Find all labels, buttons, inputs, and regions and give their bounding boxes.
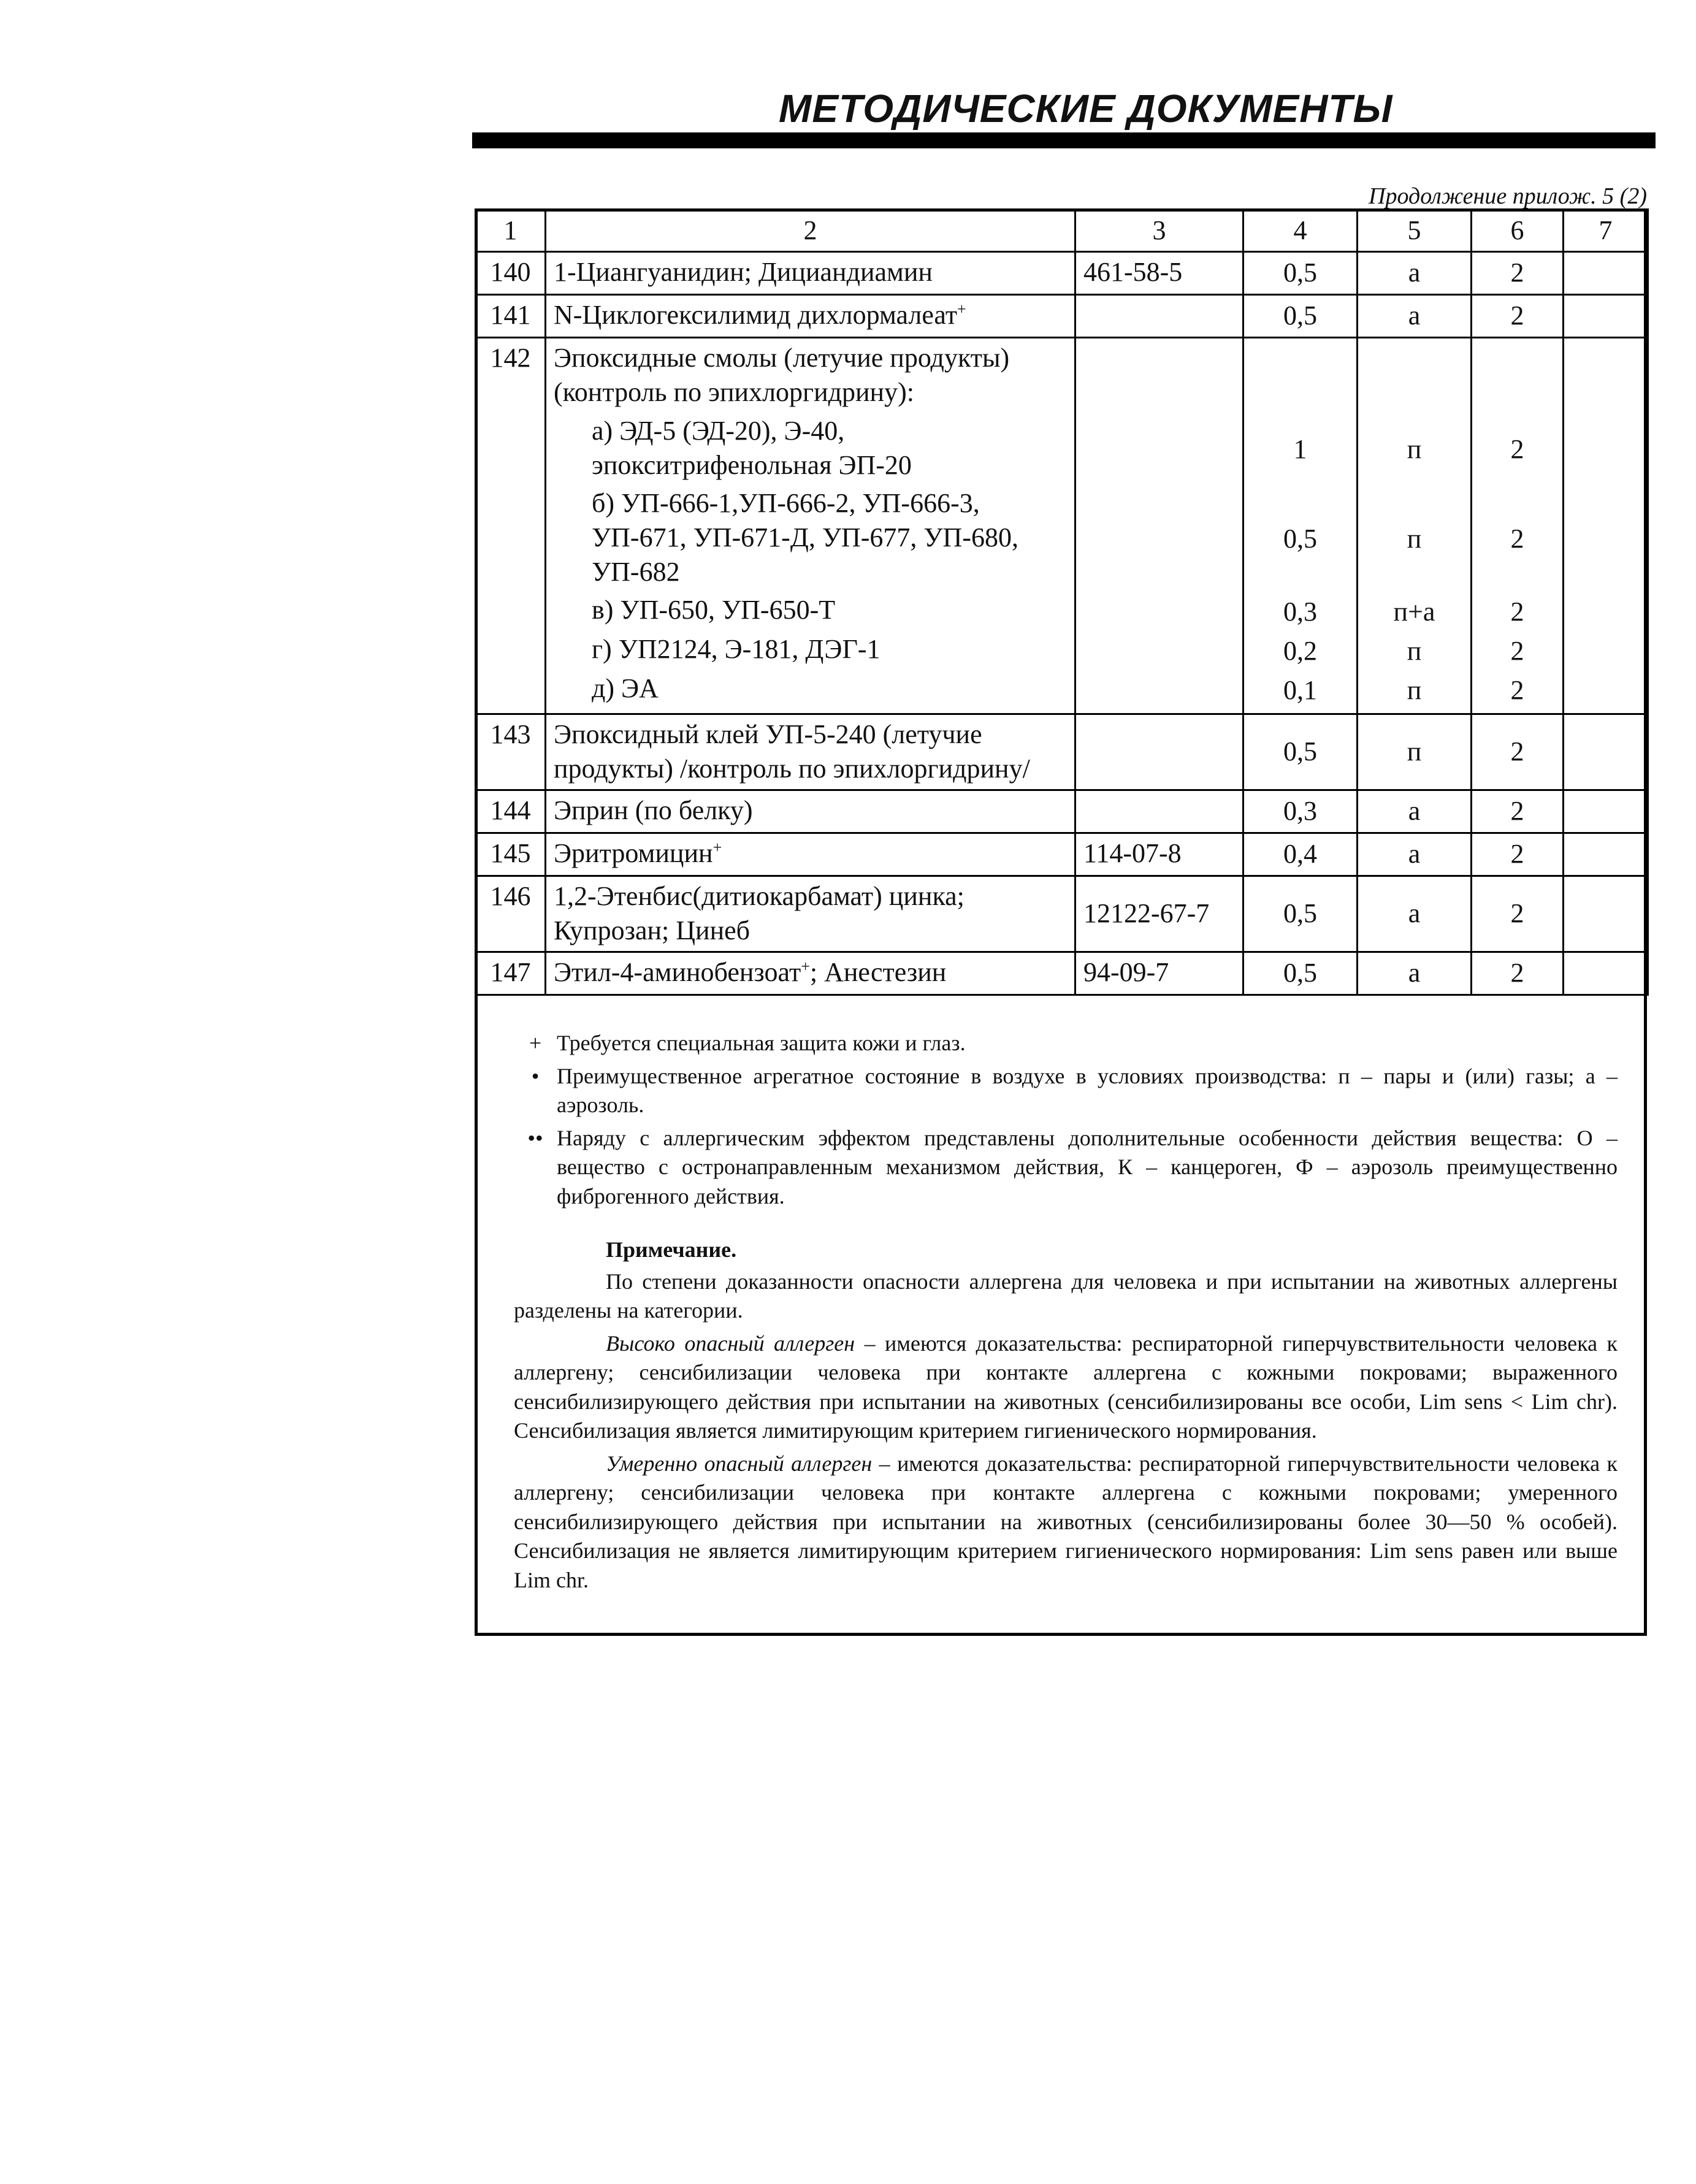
cas-number: 94-09-7 bbox=[1075, 952, 1243, 995]
footnote-text: Наряду с аллергическим эффектом представлены дополнительные особенности действия вещества: О – вещество с остронаправленным механизмом действия, К – канцероген, Ф – аэрозоль преимущественно фиброгенного действия. bbox=[557, 1125, 1618, 1208]
aggregate-state: а bbox=[1358, 952, 1472, 995]
note-heading: Примечание. bbox=[606, 1237, 737, 1262]
sub-item: б) УП-666-1,УП-666-2, УП-666-3, УП-671, УП-671-Д, УП-677, УП-680, УП-682 bbox=[592, 487, 1018, 587]
table-row bbox=[476, 952, 1648, 995]
extra-cell bbox=[1564, 338, 1648, 714]
extra-cell bbox=[1564, 295, 1648, 338]
substance-name bbox=[546, 833, 1075, 876]
aggregate-state: п bbox=[1407, 635, 1422, 666]
cas-number bbox=[1075, 714, 1243, 790]
hazard-class: 2 bbox=[1510, 635, 1524, 666]
pdk-value: 0,5 bbox=[1243, 252, 1358, 295]
header-rule bbox=[472, 132, 1656, 148]
substance-name-text: N-Циклогексилимид дихлормалеат bbox=[554, 300, 958, 330]
page-header-title: МЕТОДИЧЕСКИЕ ДОКУМЕНТЫ bbox=[779, 86, 1393, 131]
substance-name: 1-Циангуанидин; Дициандиамин bbox=[546, 252, 1075, 295]
footnote bbox=[514, 1062, 1618, 1120]
hazard-class: 2 bbox=[1472, 952, 1564, 995]
extra-cell bbox=[1564, 714, 1648, 790]
hazard-classes bbox=[1472, 338, 1564, 714]
pdk-value: 0,5 bbox=[1243, 952, 1358, 995]
row-number: 145 bbox=[476, 833, 546, 876]
hazard-class: 2 bbox=[1510, 433, 1524, 464]
hazard-class: 2 bbox=[1510, 523, 1524, 554]
column-header: 7 bbox=[1564, 210, 1648, 252]
aggregate-state: п bbox=[1358, 714, 1472, 790]
note-paragraph bbox=[514, 1449, 1618, 1595]
substance-name-text: Эритромицин bbox=[554, 838, 713, 868]
table-row bbox=[476, 252, 1648, 295]
substance-name: 1,2-Этенбис(дитиокарбамат) цинка; Купрозан; Цинеб bbox=[546, 876, 1075, 952]
allergen-table bbox=[475, 208, 1649, 996]
continuation-label: Продолжение прилож. 5 (2) bbox=[1369, 183, 1647, 209]
pdk-value: 0,5 bbox=[1243, 714, 1358, 790]
substance-name-text: Этил-4-аминобензоат bbox=[554, 956, 801, 987]
pdk-value: 0,5 bbox=[1283, 523, 1317, 554]
column-header: 1 bbox=[476, 210, 546, 252]
footnote-marker: + bbox=[529, 1031, 542, 1055]
category-description: – имеются доказательства: респираторной гиперчувствительности человека к аллергену; сенсибилизации человека при контакте аллергена с кожными покровами; умеренного сенсибилизирующего действия при испытании на животных (сенсибилизированы более 30—50 % особей). Сенсибилизация не является лимитирующим критерием гигиенического нормирования: Lim sens равен или выше Lim chr. bbox=[514, 1451, 1618, 1592]
pdk-value: 0,5 bbox=[1243, 876, 1358, 952]
extra-cell bbox=[1564, 952, 1648, 995]
pdk-value: 0,1 bbox=[1283, 674, 1317, 705]
substance-synonym: ; Анестезин bbox=[809, 956, 947, 987]
aggregate-state: п bbox=[1407, 674, 1422, 705]
row-number: 142 bbox=[476, 338, 546, 714]
table-row bbox=[476, 295, 1648, 338]
aggregate-state: а bbox=[1358, 790, 1472, 833]
notes-section bbox=[514, 1029, 1618, 1598]
hazard-class: 2 bbox=[1472, 876, 1564, 952]
aggregate-state: п+а bbox=[1393, 596, 1435, 627]
cas-number bbox=[1075, 295, 1243, 338]
pdk-value: 0,3 bbox=[1243, 790, 1358, 833]
cas-number: 461-58-5 bbox=[1075, 252, 1243, 295]
hazard-class: 2 bbox=[1510, 596, 1524, 627]
pdk-value: 0,4 bbox=[1243, 833, 1358, 876]
table-header-row bbox=[476, 210, 1648, 252]
footnote-text: Требуется специальная защита кожи и глаз. bbox=[557, 1031, 966, 1055]
column-header: 5 bbox=[1358, 210, 1472, 252]
substance-name bbox=[546, 338, 1075, 714]
cas-number: 12122-67-7 bbox=[1075, 876, 1243, 952]
substance-group-title: Эпоксидные смолы (летучие продукты) (контроль по эпихлоргидрину): bbox=[554, 343, 1010, 408]
pdk-value: 0,2 bbox=[1283, 635, 1317, 666]
footnote-mark: + bbox=[957, 300, 966, 318]
footnote-mark: + bbox=[801, 956, 810, 975]
pdk-values bbox=[1243, 338, 1358, 714]
category-term: Умеренно опасный аллерген bbox=[606, 1451, 873, 1476]
row-number: 147 bbox=[476, 952, 546, 995]
hazard-class: 2 bbox=[1472, 295, 1564, 338]
row-number: 140 bbox=[476, 252, 546, 295]
aggregate-state: п bbox=[1407, 433, 1422, 464]
row-number: 143 bbox=[476, 714, 546, 790]
aggregate-state: а bbox=[1358, 252, 1472, 295]
cas-number: 114-07-8 bbox=[1075, 833, 1243, 876]
note-paragraph: По степени доказанности опасности аллергена для человека и при испытании на животных аллергены разделены на категории. bbox=[514, 1269, 1618, 1323]
sub-item: д) ЭА bbox=[592, 673, 659, 703]
hazard-class: 2 bbox=[1472, 790, 1564, 833]
footnote bbox=[514, 1029, 1618, 1058]
footnote-text: Преимущественное агрегатное состояние в воздухе в условиях производства: п – пары и (или) газы; а – аэрозоль. bbox=[557, 1063, 1618, 1118]
footnote-mark: + bbox=[712, 838, 722, 856]
substance-name bbox=[546, 295, 1075, 338]
sub-item: в) УП-650, УП-650-Т bbox=[592, 594, 836, 625]
hazard-class: 2 bbox=[1510, 674, 1524, 705]
table-row bbox=[476, 790, 1648, 833]
substance-name: Эпоксидный клей УП-5-240 (летучие продукты) /контроль по эпихлоргидрину/ bbox=[546, 714, 1075, 790]
column-header: 6 bbox=[1472, 210, 1564, 252]
column-header: 4 bbox=[1243, 210, 1358, 252]
aggregate-state: а bbox=[1358, 295, 1472, 338]
category-description: – имеются доказательства: респираторной гиперчувствительности человека к аллергену; сенсибилизации человека при контакте аллергена с кожными покровами; выраженного сенсибилизирующего действия при испытании на животных (сенсибилизированы все особи, Lim sens < Lim chr). Сенсибилизация является лимитирующим критерием гигиенического нормирования. bbox=[514, 1331, 1618, 1443]
hazard-class: 2 bbox=[1472, 833, 1564, 876]
pdk-value: 0,5 bbox=[1243, 295, 1358, 338]
aggregate-states bbox=[1358, 338, 1472, 714]
row-number: 146 bbox=[476, 876, 546, 952]
sub-item: г) УП2124, Э-181, ДЭГ-1 bbox=[592, 633, 880, 664]
row-number: 144 bbox=[476, 790, 546, 833]
extra-cell bbox=[1564, 833, 1648, 876]
table-row bbox=[476, 338, 1648, 714]
table-row bbox=[476, 833, 1648, 876]
column-header: 2 bbox=[546, 210, 1075, 252]
substance-name bbox=[546, 952, 1075, 995]
footnote-marker: • bbox=[531, 1063, 540, 1088]
column-header: 3 bbox=[1075, 210, 1243, 252]
hazard-class: 2 bbox=[1472, 714, 1564, 790]
table-row bbox=[476, 714, 1648, 790]
pdk-value: 1 bbox=[1293, 433, 1307, 464]
cas-number bbox=[1075, 338, 1243, 714]
footnote bbox=[514, 1124, 1618, 1212]
table-row bbox=[476, 876, 1648, 952]
category-term: Высоко опасный аллерген bbox=[606, 1331, 855, 1356]
aggregate-state: а bbox=[1358, 833, 1472, 876]
footnote-marker: •• bbox=[527, 1125, 543, 1150]
note-paragraph bbox=[514, 1329, 1618, 1446]
substance-name: Эприн (по белку) bbox=[546, 790, 1075, 833]
row-number: 141 bbox=[476, 295, 546, 338]
extra-cell bbox=[1564, 252, 1648, 295]
cas-number bbox=[1075, 790, 1243, 833]
pdk-value: 0,3 bbox=[1283, 596, 1317, 627]
hazard-class: 2 bbox=[1472, 252, 1564, 295]
sub-item: а) ЭД-5 (ЭД-20), Э-40, эпокситрифенольная ЭП-20 bbox=[592, 415, 912, 480]
extra-cell bbox=[1564, 790, 1648, 833]
extra-cell bbox=[1564, 876, 1648, 952]
aggregate-state: п bbox=[1407, 523, 1422, 554]
aggregate-state: а bbox=[1358, 876, 1472, 952]
